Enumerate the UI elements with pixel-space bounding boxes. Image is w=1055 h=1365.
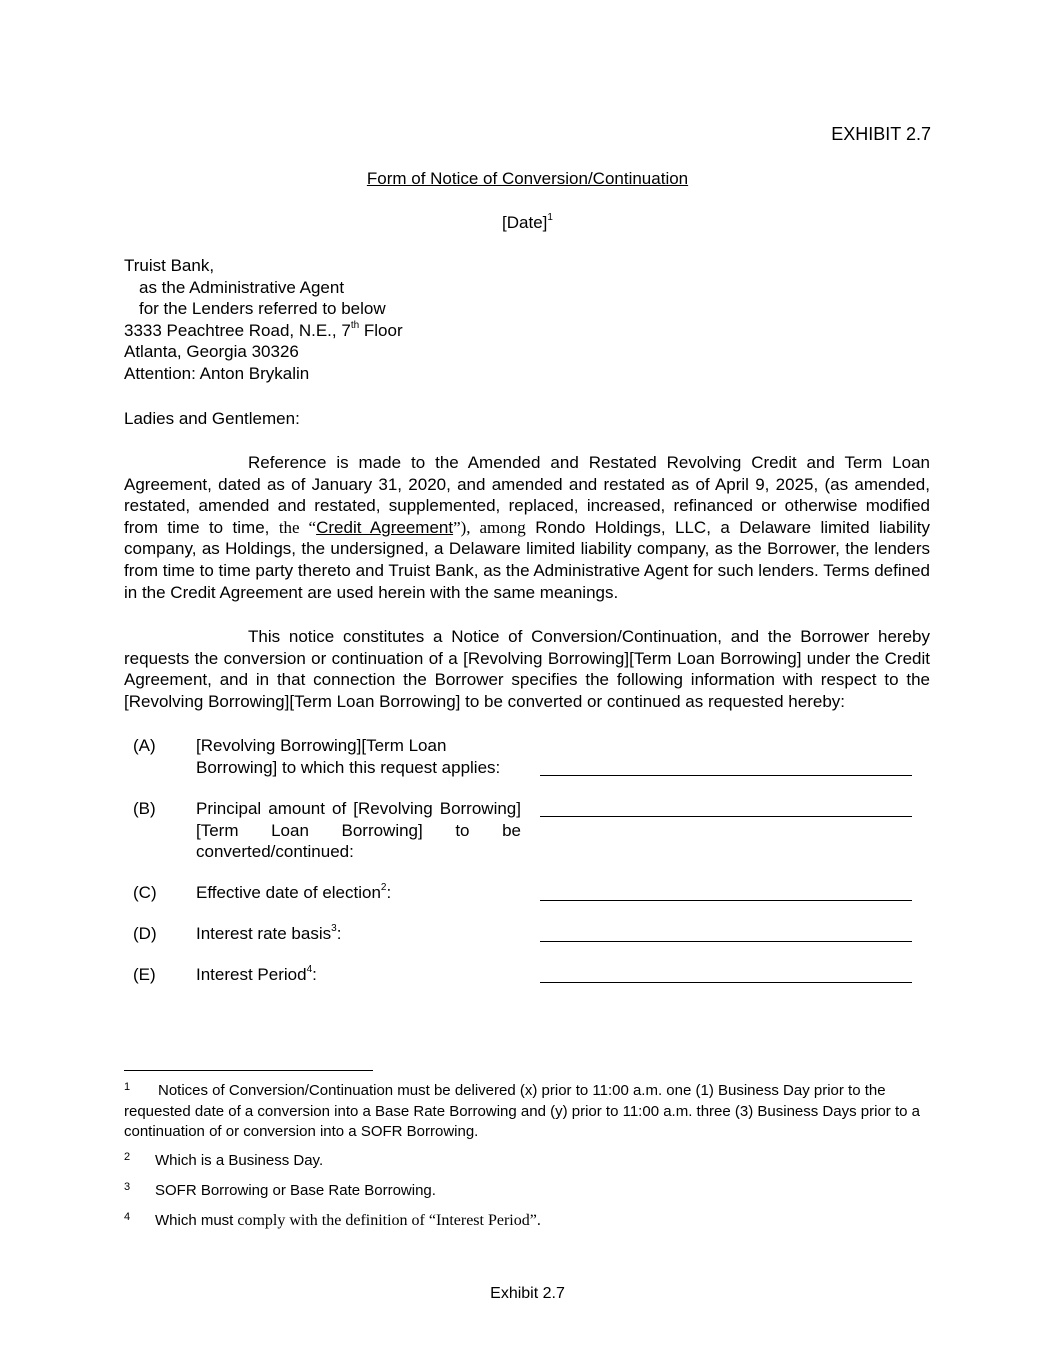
item-b-letter: (B) bbox=[133, 799, 156, 818]
item-b-fill-line[interactable] bbox=[540, 816, 912, 817]
notice-paragraph: This notice constitutes a Notice of Conversion/Continuation, and the Borrower hereby requests the conversion or continuation of a [Revolving Borrowing][Term Loan Borrowing] under the Credit Agreement, and in that connection the Borrower specifies the following information with respect to the [Revolving Borrowing][Term Loan Borrowing] to be converted or continued as requested hereby: bbox=[124, 627, 930, 711]
document-title: Form of Notice of Conversion/Continuation bbox=[366, 169, 689, 188]
footnote-4: 4 Which must comply with the definition of “Interest Period”. bbox=[124, 1211, 541, 1229]
item-d-label: Interest rate basis$^3$: bbox=[196, 923, 342, 943]
reference-paragraph: Reference is made to the Amended and Restated Revolving Credit and Term Loan Agreement, dated as of January 31, 2020, and amended and restated as of April 9, 2025, (as amended, restated, amended and restated, supplemented, replaced, increased, refinanced or otherwise modified from time to time, the “Credit Agreement”), among Rondo Holdings, LLC, a Delaware limited liability company, as Holdings, the undersigned, a Delaware limited liability company, as the Borrower, the lenders from time to time party thereto and Truist Bank, as the Administrative Agent for such lenders. Terms defined in the Credit Agreement are used herein with the same meanings. bbox=[124, 453, 931, 602]
footnote-separator bbox=[124, 1070, 373, 1071]
address-line-5: Atlanta, Georgia 30326 bbox=[124, 342, 299, 362]
salutation: Ladies and Gentlemen: bbox=[124, 409, 300, 428]
item-c-letter: (C) bbox=[133, 883, 157, 902]
item-d-fill-line[interactable] bbox=[540, 941, 912, 942]
footnote-3: 3 SOFR Borrowing or Base Rate Borrowing. bbox=[124, 1181, 436, 1199]
item-a-letter: (A) bbox=[133, 736, 156, 755]
item-e-fill-line[interactable] bbox=[540, 982, 912, 983]
item-a-label: [Revolving Borrowing][Term Loan Borrowing] to which this request applies: bbox=[196, 736, 501, 777]
exhibit-label-header: EXHIBIT 2.7 bbox=[831, 124, 931, 144]
item-b-label: Principal amount of [Revolving Borrowing] [Term Loan Borrowing] to be converted/continued: bbox=[196, 799, 521, 862]
item-c-fill-line[interactable] bbox=[540, 900, 912, 901]
address-line-4: 3333 Peachtree Road, N.E., 7th Floor bbox=[124, 320, 403, 340]
item-c-label: Effective date of election$^2$: bbox=[196, 882, 392, 902]
credit-agreement-term: Credit Agreement bbox=[316, 517, 454, 537]
address-line-2: as the Administrative Agent bbox=[139, 277, 345, 297]
recipient-address bbox=[124, 255, 403, 385]
item-e-label: Interest Period$^4$: bbox=[196, 964, 317, 984]
item-d-letter: (D) bbox=[133, 924, 157, 943]
item-a-fill-line[interactable] bbox=[540, 775, 912, 776]
footnote-1: 1 Notices of Conversion/Continuation must be delivered (x) prior to 11:00 a.m. one (1) Business Day prior to the requested date of a conversion into a Base Rate Borrowing and (y) prior to 11:00 a.m. three (3) Business Days prior to a continuation of or conversion into a SOFR Borrowing. bbox=[124, 1081, 920, 1140]
address-line-1: Truist Bank, bbox=[124, 256, 215, 275]
address-line-3: for the Lenders referred to below bbox=[139, 299, 386, 319]
date-placeholder: [Date]$^1$ bbox=[502, 212, 553, 232]
address-line-6: Attention: Anton Brykalin bbox=[124, 363, 310, 383]
footnote-2: 2 Which is a Business Day. bbox=[124, 1151, 324, 1169]
item-e-letter: (E) bbox=[133, 965, 156, 984]
footnote-ref-1: 1 bbox=[547, 212, 553, 224]
page-footer: Exhibit 2.7 bbox=[490, 1285, 565, 1302]
